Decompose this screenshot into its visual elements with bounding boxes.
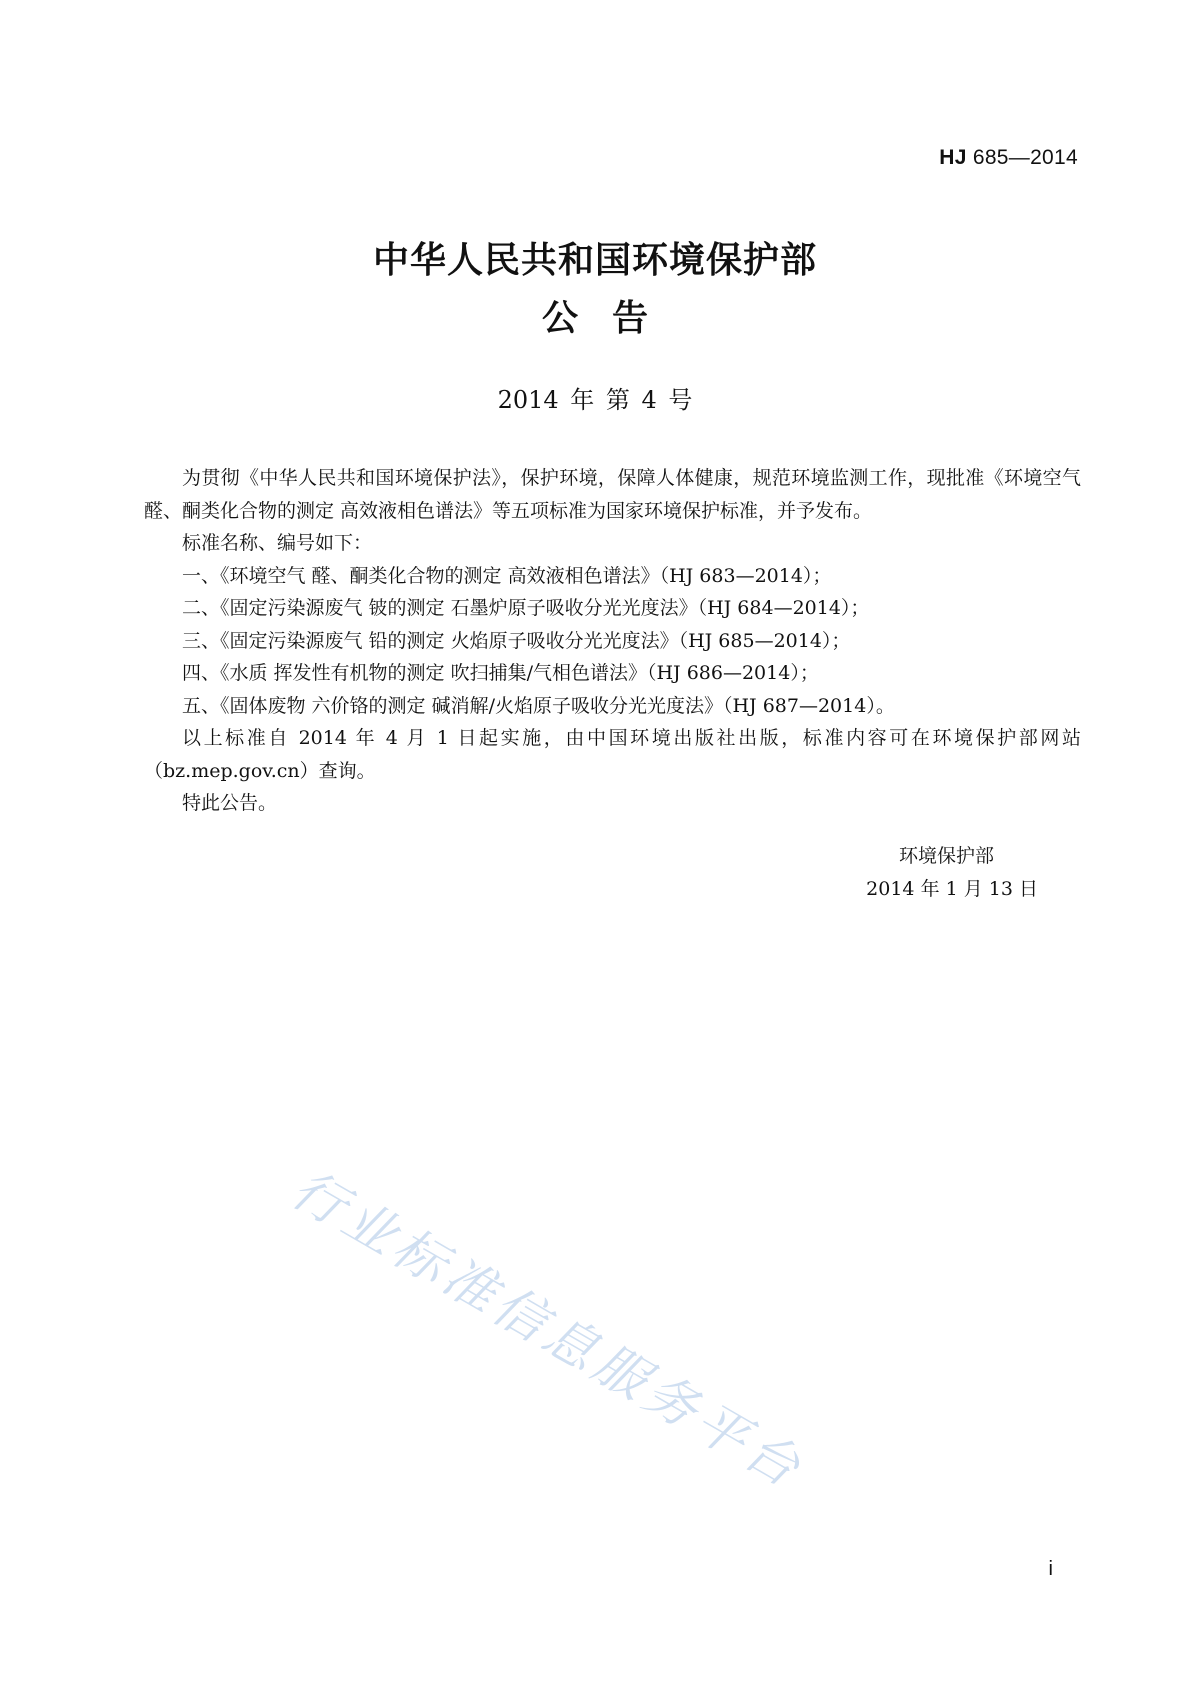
signature-organization: 环境保护部 — [898, 845, 994, 867]
page-number: i — [1048, 1558, 1053, 1580]
standard-prefix: HJ — [939, 146, 967, 169]
standard-number: 685—2014 — [966, 146, 1078, 169]
announcement-title: 中华人民共和国环境保护部 — [372, 240, 817, 281]
watermark-text: 行业标准信息服务平台 — [281, 1159, 814, 1502]
announcement-subtitle: 公告 — [541, 298, 682, 339]
list-item: 五、《固体废物 六价铬的测定 碱消解/火焰原子吸收分光光度法》（HJ 687—2014）。 — [182, 694, 895, 717]
effective-date-paragraph: 以上标准自 2014 年 4 月 1 日起实施，由中国环境出版社出版，标准内容可在环境保护部网站（bz.mep.gov.cn）查询。 — [144, 727, 1081, 782]
standard-code — [939, 146, 1078, 170]
signature-block — [0, 840, 1038, 905]
list-heading: 标准名称、编号如下： — [182, 532, 373, 554]
list-item: 二、《固定污染源废气 铍的测定 石墨炉原子吸收分光光度法》（HJ 684—2014）； — [182, 597, 870, 619]
announcement-issue-number: 2014 年 第 4 号 — [497, 386, 693, 414]
list-item: 一、《环境空气 醛、酮类化合物的测定 高效液相色谱法》（HJ 683—2014）； — [182, 564, 832, 587]
list-item: 三、《固定污染源废气 铅的测定 火焰原子吸收分光光度法》（HJ 685—2014）； — [182, 629, 851, 652]
signature-date: 2014 年 1 月 13 日 — [866, 877, 1038, 900]
list-item: 四、《水质 挥发性有机物的测定 吹扫捕集/气相色谱法》（HJ 686—2014）； — [182, 662, 819, 684]
closing-line: 特此公告。 — [182, 792, 278, 814]
announcement-body — [144, 462, 1081, 820]
intro-paragraph: 为贯彻《中华人民共和国环境保护法》，保护环境，保障人体健康，规范环境监测工作，现批准《环境空气 醛、酮类化合物的测定 高效液相色谱法》等五项标准为国家环境保护标准，并予发布。 — [144, 467, 1081, 522]
